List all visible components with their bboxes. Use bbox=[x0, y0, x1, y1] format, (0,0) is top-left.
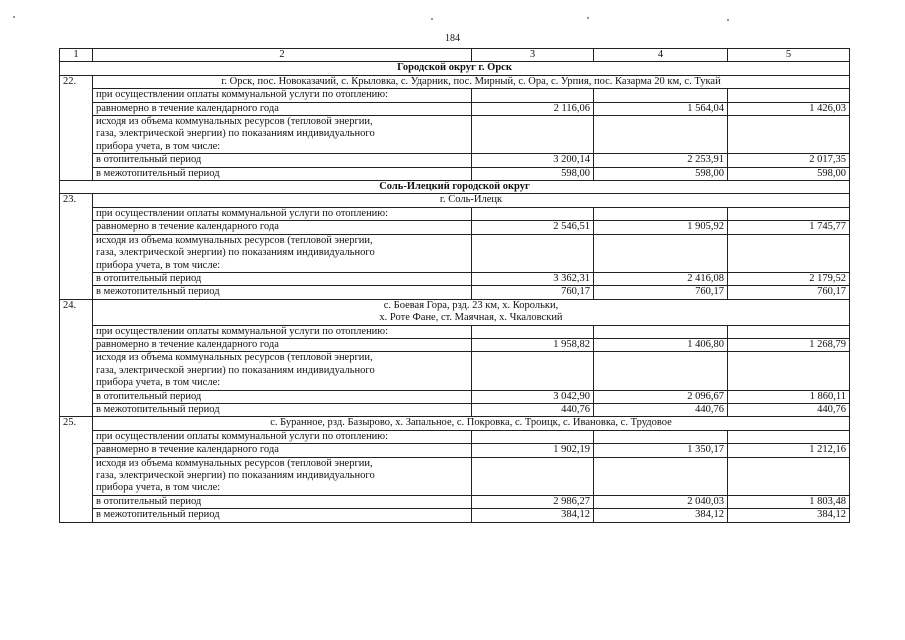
value-col3: 2 116,06 bbox=[472, 102, 594, 115]
empty-cell bbox=[472, 352, 594, 390]
value-col4: 384,12 bbox=[594, 509, 728, 522]
heating-label: в отопительный период bbox=[93, 390, 472, 403]
section-title: Городской округ г. Орск bbox=[60, 62, 850, 75]
heating-label: в отопительный период bbox=[93, 495, 472, 508]
value-col4: 1 350,17 bbox=[594, 444, 728, 457]
uniform-label: равномерно в течение календарного года bbox=[93, 338, 472, 351]
value-col3: 3 042,90 bbox=[472, 390, 594, 403]
offseason-row bbox=[60, 167, 850, 180]
empty-cell bbox=[728, 207, 850, 220]
payment-label: при осуществлении оплаты коммунальной услуги по отоплению: bbox=[93, 325, 472, 338]
volume-row bbox=[60, 457, 850, 495]
uniform-row bbox=[60, 102, 850, 115]
heating-row bbox=[60, 272, 850, 285]
payment-row bbox=[60, 207, 850, 220]
location-name bbox=[93, 299, 850, 325]
header-cell: 5 bbox=[728, 49, 850, 62]
scan-speck bbox=[587, 17, 589, 19]
value-col5: 1 745,77 bbox=[728, 221, 850, 234]
location-name bbox=[93, 417, 850, 430]
empty-cell bbox=[728, 89, 850, 102]
empty-cell bbox=[728, 352, 850, 390]
value-col4: 1 905,92 bbox=[594, 221, 728, 234]
value-col5: 1 268,79 bbox=[728, 338, 850, 351]
value-col4: 2 040,03 bbox=[594, 495, 728, 508]
location-row bbox=[60, 75, 850, 88]
empty-cell bbox=[472, 457, 594, 495]
value-col4: 2 096,67 bbox=[594, 390, 728, 403]
value-col4: 760,17 bbox=[594, 286, 728, 299]
value-col3: 2 546,51 bbox=[472, 221, 594, 234]
uniform-label: равномерно в течение календарного года bbox=[93, 102, 472, 115]
text-line: г. Соль-Илецк bbox=[439, 194, 503, 206]
text-line: исходя из объема коммунальных ресурсов (тепловой энергии, bbox=[96, 352, 373, 364]
volume-label bbox=[93, 116, 472, 154]
row-index: 23. bbox=[60, 194, 93, 299]
empty-cell bbox=[594, 116, 728, 154]
text-line: исходя из объема коммунальных ресурсов (тепловой энергии, bbox=[96, 116, 373, 128]
value-col3: 760,17 bbox=[472, 286, 594, 299]
value-col3: 384,12 bbox=[472, 509, 594, 522]
payment-label: при осуществлении оплаты коммунальной услуги по отоплению: bbox=[93, 207, 472, 220]
heating-row bbox=[60, 390, 850, 403]
offseason-label: в межотопительный период bbox=[93, 509, 472, 522]
value-col3: 2 986,27 bbox=[472, 495, 594, 508]
volume-row bbox=[60, 352, 850, 390]
text-line: прибора учета, в том числе: bbox=[96, 377, 221, 389]
empty-cell bbox=[728, 430, 850, 443]
text-line: газа, электрической энергии) по показаниям индивидуального bbox=[96, 470, 375, 481]
empty-cell bbox=[594, 352, 728, 390]
uniform-label: равномерно в течение календарного года bbox=[93, 221, 472, 234]
value-col5: 1 803,48 bbox=[728, 495, 850, 508]
value-col4: 2 253,91 bbox=[594, 154, 728, 167]
empty-cell bbox=[594, 325, 728, 338]
scan-speck bbox=[431, 18, 433, 20]
value-col5: 2 017,35 bbox=[728, 154, 850, 167]
row-index: 25. bbox=[60, 417, 93, 522]
empty-cell bbox=[594, 234, 728, 272]
offseason-label: в межотопительный период bbox=[93, 286, 472, 299]
offseason-label: в межотопительный период bbox=[93, 167, 472, 180]
location-row bbox=[60, 299, 850, 325]
text-line: с. Буранное, рзд. Базырово, х. Запальное, с. Покровка, с. Троицк, с. Ивановка, с. Трудовое bbox=[270, 417, 672, 429]
empty-cell bbox=[472, 89, 594, 102]
text-line: прибора учета, в том числе: bbox=[96, 482, 221, 494]
value-col4: 440,76 bbox=[594, 403, 728, 416]
section-title-row bbox=[60, 181, 850, 194]
payment-row bbox=[60, 325, 850, 338]
value-col3: 440,76 bbox=[472, 403, 594, 416]
text-line: газа, электрической энергии) по показаниям индивидуального bbox=[96, 364, 375, 376]
empty-cell bbox=[472, 430, 594, 443]
empty-cell bbox=[728, 325, 850, 338]
value-col5: 384,12 bbox=[728, 509, 850, 522]
empty-cell bbox=[594, 89, 728, 102]
text-line: газа, электрической энергии) по показаниям индивидуального bbox=[96, 247, 375, 259]
volume-label bbox=[93, 234, 472, 272]
offseason-label: в межотопительный период bbox=[93, 403, 472, 416]
value-col3: 1 902,19 bbox=[472, 444, 594, 457]
location-name bbox=[93, 75, 850, 88]
header-cell: 4 bbox=[594, 49, 728, 62]
volume-label bbox=[93, 352, 472, 390]
text-line: исходя из объема коммунальных ресурсов (тепловой энергии, bbox=[96, 457, 373, 469]
empty-cell bbox=[728, 116, 850, 154]
text-line: прибора учета, в том числе: bbox=[96, 140, 221, 152]
heating-row bbox=[60, 495, 850, 508]
scan-speck bbox=[727, 19, 729, 21]
volume-row bbox=[60, 116, 850, 154]
uniform-label: равномерно в течение календарного года bbox=[93, 444, 472, 457]
empty-cell bbox=[594, 207, 728, 220]
text-line: исходя из объема коммунальных ресурсов (тепловой энергии, bbox=[96, 234, 373, 246]
value-col5: 1 212,16 bbox=[728, 444, 850, 457]
value-col4: 1 406,80 bbox=[594, 338, 728, 351]
uniform-row bbox=[60, 444, 850, 457]
empty-cell bbox=[472, 325, 594, 338]
location-row bbox=[60, 417, 850, 430]
value-col5: 1 426,03 bbox=[728, 102, 850, 115]
volume-label bbox=[93, 457, 472, 495]
heating-label: в отопительный период bbox=[93, 154, 472, 167]
text-line: г. Орск, пос. Новоказачий, с. Крыловка, с. Ударник, пос. Мирный, с. Ора, с. Урпия, пос. Казарма 20 км, с. Тукай bbox=[221, 75, 721, 87]
header-cell: 3 bbox=[472, 49, 594, 62]
value-col5: 598,00 bbox=[728, 167, 850, 180]
empty-cell bbox=[728, 457, 850, 495]
header-cell: 1 bbox=[60, 49, 93, 62]
empty-cell bbox=[472, 207, 594, 220]
value-col5: 1 860,11 bbox=[728, 390, 850, 403]
value-col3: 598,00 bbox=[472, 167, 594, 180]
payment-label: при осуществлении оплаты коммунальной услуги по отоплению: bbox=[93, 430, 472, 443]
empty-cell bbox=[728, 234, 850, 272]
payment-row bbox=[60, 430, 850, 443]
volume-row bbox=[60, 234, 850, 272]
payment-row bbox=[60, 89, 850, 102]
payment-label: при осуществлении оплаты коммунальной услуги по отоплению: bbox=[93, 89, 472, 102]
value-col3: 3 200,14 bbox=[472, 154, 594, 167]
tariff-table-body bbox=[60, 49, 850, 523]
heating-row bbox=[60, 154, 850, 167]
tariff-table bbox=[59, 48, 850, 523]
text-line: с. Боевая Гора, рзд. 23 км, х. Корольки, bbox=[383, 299, 559, 311]
offseason-row bbox=[60, 286, 850, 299]
value-col3: 3 362,31 bbox=[472, 272, 594, 285]
value-col5: 440,76 bbox=[728, 403, 850, 416]
header-row bbox=[60, 49, 850, 62]
heating-label: в отопительный период bbox=[93, 272, 472, 285]
value-col4: 598,00 bbox=[594, 167, 728, 180]
value-col5: 2 179,52 bbox=[728, 272, 850, 285]
location-name bbox=[93, 194, 850, 207]
uniform-row bbox=[60, 221, 850, 234]
empty-cell bbox=[594, 430, 728, 443]
section-title-row bbox=[60, 62, 850, 75]
offseason-row bbox=[60, 509, 850, 522]
section-title: Соль-Илецкий городской округ bbox=[60, 181, 850, 194]
value-col5: 760,17 bbox=[728, 286, 850, 299]
text-line: газа, электрической энергии) по показаниям индивидуального bbox=[96, 128, 375, 140]
offseason-row bbox=[60, 403, 850, 416]
row-index: 22. bbox=[60, 75, 93, 180]
scan-speck bbox=[13, 16, 15, 18]
empty-cell bbox=[472, 234, 594, 272]
text-line: х. Роте Фане, ст. Маячная, х. Чкаловский bbox=[379, 312, 563, 324]
empty-cell bbox=[472, 116, 594, 154]
value-col3: 1 958,82 bbox=[472, 338, 594, 351]
value-col4: 2 416,08 bbox=[594, 272, 728, 285]
text-line: прибора учета, в том числе: bbox=[96, 259, 221, 271]
empty-cell bbox=[594, 457, 728, 495]
page-number: 184 bbox=[445, 33, 460, 44]
header-cell: 2 bbox=[93, 49, 472, 62]
value-col4: 1 564,04 bbox=[594, 102, 728, 115]
location-row bbox=[60, 194, 850, 207]
uniform-row bbox=[60, 338, 850, 351]
row-index: 24. bbox=[60, 299, 93, 417]
